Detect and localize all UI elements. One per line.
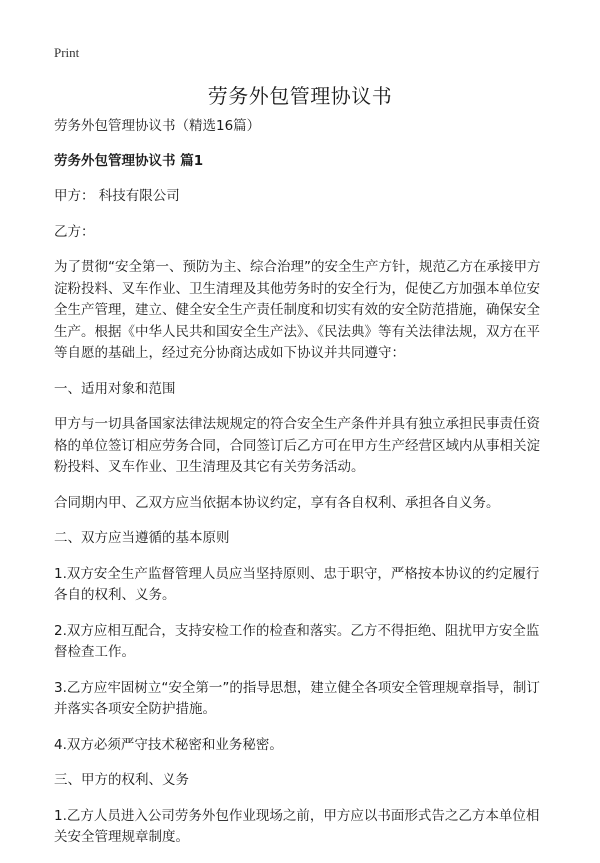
document-title: 劳务外包管理协议书 (207, 84, 393, 108)
principle-item-4: 4.双方必须严守技术秘密和业务秘密。 (54, 736, 283, 753)
party-b-line: 乙方： (54, 223, 95, 240)
party-a-duty-item-1: 1.乙方人员进入公司劳务外包作业现场之前，甲方应以书面形式告之乙方本单位相关安全管理规章制度。 (54, 807, 540, 845)
print-link[interactable]: Print (54, 45, 80, 60)
clause-heading-3: 三、甲方的权利、义务 (54, 772, 189, 788)
principle-item-2: 2.双方应相互配合，支持安检工作的检查和落实。乙方不得拒绝、阻扰甲方安全监督检查工作。 (54, 622, 540, 660)
document-body (54, 116, 550, 863)
party-a-line: 甲方： 科技有限公司 (54, 188, 180, 204)
principle-item-3: 3.乙方应牢固树立“安全第一”的指导思想，建立健全各项安全管理规章指导，制订并落实各项安全防护措施。 (54, 679, 540, 717)
clause-heading-2: 二、双方应当遵循的基本原则 (54, 530, 230, 546)
section-heading: 劳务外包管理协议书 篇1 (54, 152, 204, 169)
principle-item-1: 1.双方安全生产监督管理人员应当坚持原则、忠于职守，严格按本协议的约定履行各自的权利、义务。 (54, 565, 540, 603)
scope-paragraph: 甲方与一切具备国家法律法规规定的符合安全生产条件并具有独立承担民事责任资格的单位签订相应劳务合同，合同签订后乙方可在甲方生产经营区域内从事相关淀粉投料、叉车作业、卫生清理及其它有关劳务活动。 (54, 416, 540, 475)
document-subtitle: 劳务外包管理协议书（精选16篇） (54, 118, 261, 134)
clause-heading-1: 一、适用对象和范围 (54, 380, 176, 397)
contract-period-paragraph: 合同期内甲、乙双方应当依据本协议约定，享有各自权利、承担各自义务。 (54, 494, 500, 511)
preamble-paragraph: 为了贯彻“安全第一、预防为主、综合治理”的安全生产方针，规范乙方在承接甲方淀粉投料、叉车作业、卫生清理及其他劳务时的安全行为，促使乙方加强本单位安全生产管理，建立、健全安全生产责任制度和切实有效的安全防范措施，确保安全生产。根据《中华人民共和国安全生产法》、《民法典》等有关法律法规，双方在平等自愿的基础上，经过充分协商达成如下协议并共同遵守： (54, 259, 541, 361)
